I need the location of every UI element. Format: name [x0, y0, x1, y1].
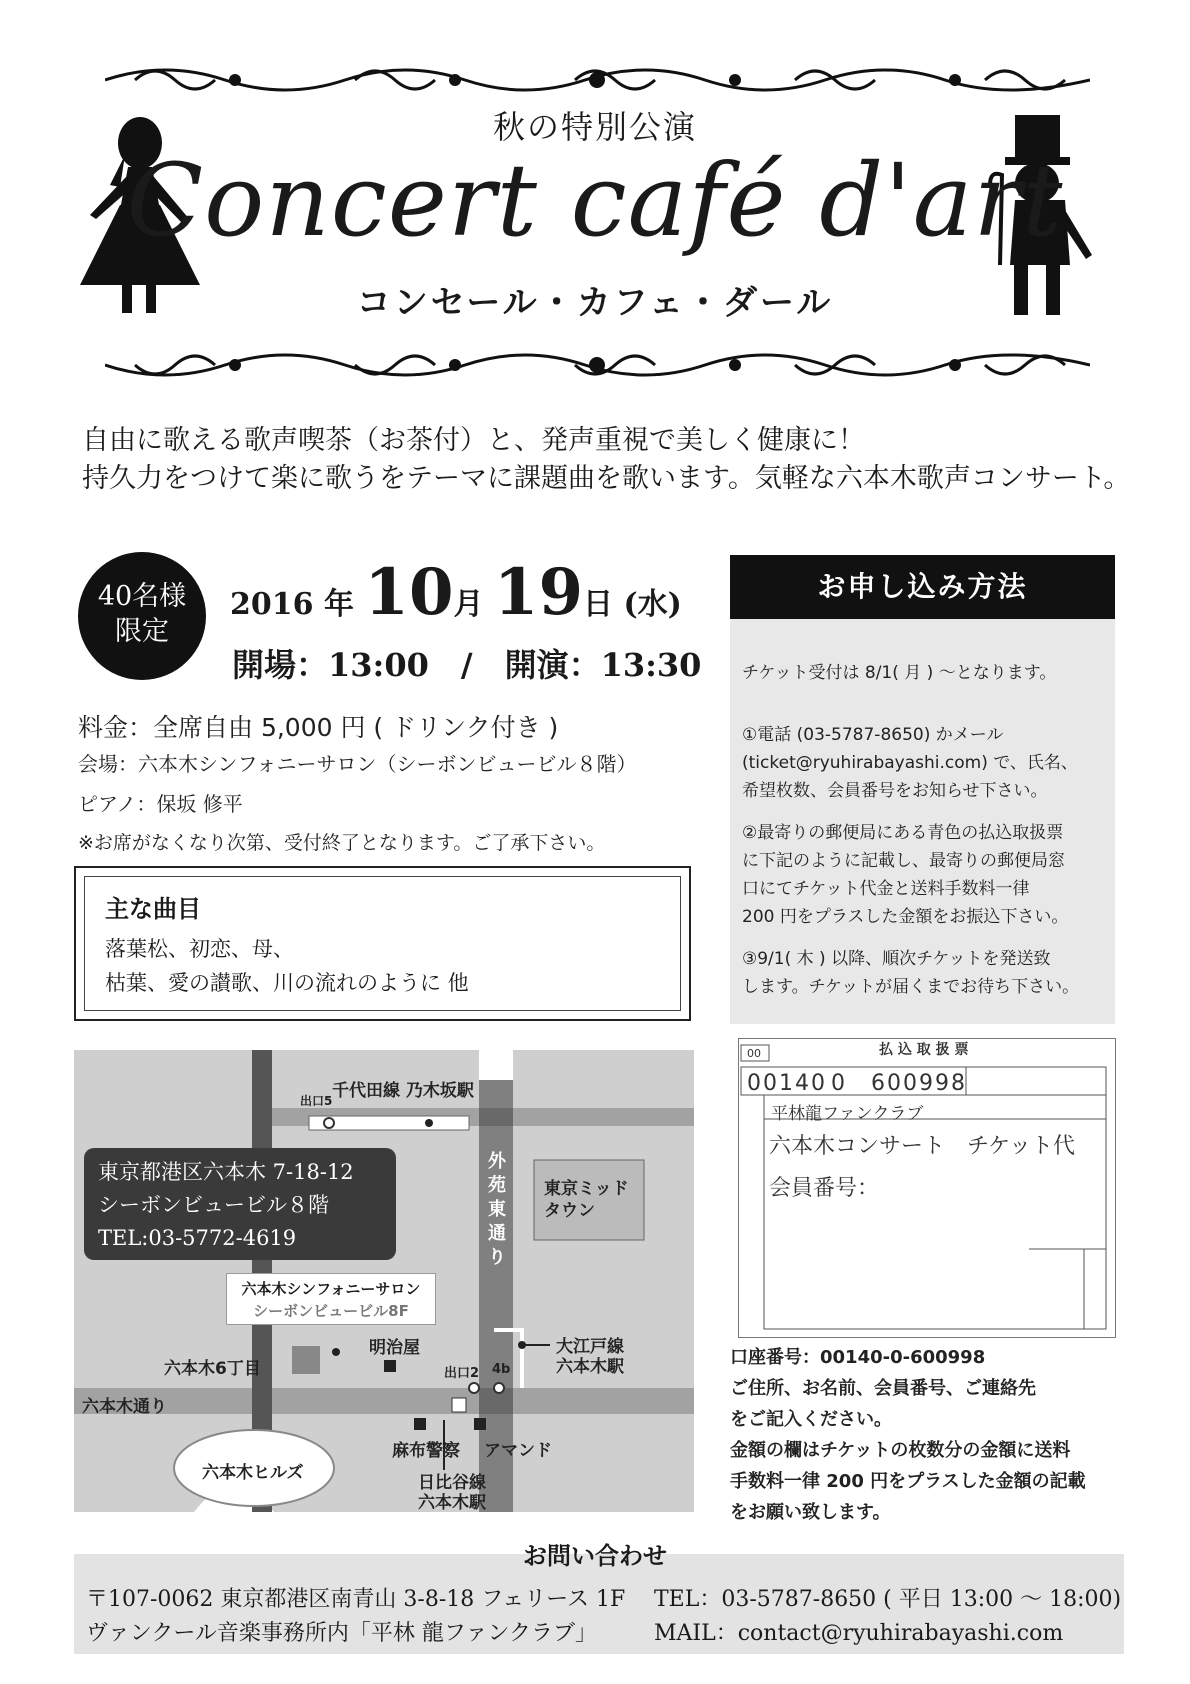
slip-account-a: 00140 — [747, 1071, 827, 1096]
map-roppongi-hills: 六本木ヒルズ — [202, 1463, 304, 1483]
address-line-1: 東京都港区六本木 7-18-12 — [98, 1160, 354, 1184]
payment-info — [730, 1342, 1086, 1528]
venue-text: 会場：六本木シンフォニーサロン（シーボンビュービル８階） — [78, 752, 637, 776]
concert-subtitle: コンセール・カフェ・ダール — [356, 283, 834, 323]
contact-address: 〒107-0062 東京都港区南青山 3-8-18 フェリース 1F — [86, 1587, 626, 1612]
address-box — [84, 1148, 396, 1260]
top-ornament — [105, 60, 1090, 100]
apply-p3 — [742, 945, 1103, 1001]
salon-name: 六本木シンフォニーサロン — [241, 1280, 421, 1298]
address-tel: TEL:03-5772-4619 — [98, 1226, 297, 1250]
badge-line-2: 限定 — [115, 616, 169, 647]
slip-account-c: 600998 — [871, 1071, 967, 1096]
map-gaien-dori: 外苑東通り — [488, 1151, 506, 1268]
payinfo-line-5: 手数料一律 200 円をプラスした金額の記載 — [730, 1471, 1086, 1492]
date-month-unit: 月 — [453, 587, 484, 622]
apply-p0: チケット受付は 8/1( 月 ) ～となります。 — [742, 663, 1057, 683]
date-weekday: (水) — [623, 587, 682, 622]
apply-p1-line-1: ①電話 (03-5787-8650) かメール — [742, 725, 1004, 745]
transfer-slip — [738, 1038, 1116, 1338]
apply-p2-line-4: 200 円をプラスした金額をお振込下さい。 — [742, 907, 1069, 927]
payinfo-line-4: 金額の欄はチケットの枚数分の金額に送料 — [730, 1440, 1071, 1461]
intro-line-2: 持久力をつけて楽に歌うをテーマに課題曲を歌います。気軽な六本木歌声コンサート。 — [82, 463, 1131, 494]
map-azabu-police: 麻布警察 — [392, 1441, 460, 1461]
date-day-unit: 日 — [582, 587, 613, 622]
apply-body — [730, 619, 1115, 1024]
map-meijiya: 明治屋 — [369, 1338, 420, 1358]
apply-p2-line-2: に下記のように記載し、最寄りの郵便局窓 — [742, 851, 1065, 871]
apply-p2-line-3: 口にてチケット代金と送料手数料一律 — [742, 879, 1030, 899]
map-roppongi-6chome: 六本木6丁目 — [164, 1359, 261, 1379]
slip-title: 払 込 取 扱 票 — [879, 1042, 969, 1058]
date-month: 10 — [364, 555, 454, 630]
map-chiyoda-line: 千代田線 乃木坂駅 — [332, 1081, 474, 1101]
map-exit5: 出口5 — [300, 1094, 333, 1108]
contact-tel: TEL：03-5787-8650 ( 平日 13:00 ～ 18:00) — [654, 1587, 1122, 1612]
note-text: ※お席がなくなり次第、受付終了となります。ご了承下さい。 — [78, 832, 606, 854]
event-date — [230, 555, 682, 630]
payinfo-line-2: ご住所、お名前、会員番号、ご連絡先 — [730, 1378, 1036, 1399]
pretitle: 秋の特別公演 — [492, 108, 697, 146]
date-year: 2016 — [230, 587, 314, 622]
slip-memo-1: 六本木コンサート チケット代 — [769, 1134, 1076, 1159]
payinfo-line-6: をお願い致します。 — [730, 1502, 891, 1523]
date-year-unit: 年 — [323, 587, 354, 622]
map-hibiya-line: 日比谷線 — [418, 1473, 486, 1493]
songs-inner — [84, 876, 681, 1011]
salon-building: シーボンビュービル8F — [253, 1302, 409, 1320]
map-oedo-line: 大江戸線 — [556, 1337, 624, 1357]
apply-p1 — [742, 721, 1103, 805]
songs-heading: 主な曲目 — [105, 895, 201, 923]
apply-p1-line-3: 希望枚数、会員番号をお知らせ下さい。 — [742, 781, 1048, 801]
piano-text: ピアノ：保坂 修平 — [78, 792, 243, 816]
map-oedo-station: 六本木駅 — [556, 1357, 624, 1377]
slip-box-number: 00 — [747, 1047, 761, 1060]
slip-payee-name: 平林龍ファンクラブ — [771, 1104, 924, 1124]
apply-heading: お申し込み方法 — [730, 555, 1115, 619]
map-exit4b: 4b — [492, 1362, 511, 1377]
songs-line-1: 落葉松、初恋、母、 — [105, 937, 294, 961]
date-day: 19 — [493, 555, 583, 630]
intro-line-1: 自由に歌える歌声喫茶（お茶付）と、発声重視で美しく健康に！ — [82, 425, 865, 456]
access-map — [74, 1050, 694, 1512]
apply-p3-line-1: ③9/1( 木 ) 以降、順次チケットを発送致 — [742, 949, 1051, 969]
apply-p3-line-2: します。チケットが届くまでお待ち下さい。 — [742, 977, 1080, 997]
concert-title: Concert café d'art — [126, 142, 1064, 259]
map-almond: アマンド — [484, 1441, 552, 1461]
map-midtown: 東京ミッドタウン — [544, 1179, 629, 1221]
bottom-ornament — [105, 345, 1090, 385]
map-roppongi-dori: 六本木通り — [82, 1397, 167, 1417]
contact-heading: お問い合わせ — [523, 1542, 667, 1570]
apply-p1-line-2: (ticket@ryuhirabayashi.com) で、氏名、 — [742, 753, 1078, 773]
payinfo-line-3: をご記入ください。 — [730, 1409, 892, 1430]
fee-text: 料金：全席自由 5,000 円 ( ドリンク付き ) — [78, 713, 559, 742]
slip-memo-2: 会員番号： — [769, 1176, 880, 1201]
map-hibiya-station: 六本木駅 — [418, 1493, 486, 1512]
badge-line-1: 40名様 — [97, 581, 187, 612]
payinfo-line-1: 口座番号：00140-0-600998 — [730, 1347, 986, 1368]
slip-account-b: 0 — [831, 1071, 845, 1096]
capacity-badge — [78, 552, 206, 680]
address-line-2: シーボンビュービル８階 — [98, 1193, 329, 1217]
contact-office: ヴァンクール音楽事務所内「平林 龍ファンクラブ」 — [86, 1621, 598, 1646]
apply-p2 — [742, 819, 1103, 931]
salon-box — [226, 1273, 436, 1325]
apply-p2-line-1: ②最寄りの郵便局にある青色の払込取扱票 — [742, 823, 1064, 843]
contact-mail: MAIL：contact@ryuhirabayashi.com — [654, 1621, 1064, 1646]
songs-box — [74, 866, 691, 1021]
event-time: 開場：13:00 / 開演：13:30 — [232, 646, 702, 684]
songs-line-2: 枯葉、愛の讃歌、川の流れのように 他 — [105, 971, 469, 995]
map-exit2: 出口2 — [444, 1366, 480, 1381]
